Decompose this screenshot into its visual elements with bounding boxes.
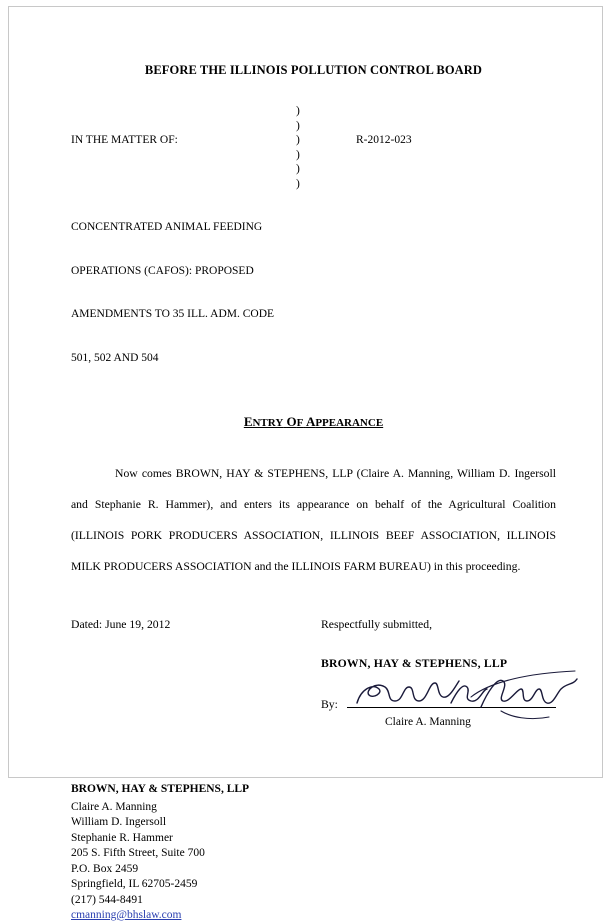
caption-paren: ): [296, 119, 300, 132]
dated-label: Dated: June 19, 2012: [71, 618, 171, 631]
footer-line: 205 S. Fifth Street, Suite 700: [71, 847, 205, 859]
respectfully-submitted-label: Respectfully submitted,: [321, 618, 433, 631]
footer-line: Stephanie R. Hammer: [71, 831, 173, 844]
page-title: BEFORE THE ILLINOIS POLLUTION CONTROL BOARD: [144, 63, 483, 77]
spacer: [356, 119, 556, 134]
case-caption: [71, 104, 556, 394]
footer-firm-name: BROWN, HAY & STEPHENS, LLP: [71, 783, 250, 795]
signature-firm-name: BROWN, HAY & STEPHENS, LLP: [321, 657, 508, 670]
caption-paren: ): [296, 163, 300, 175]
caption-left-line: IN THE MATTER OF:: [71, 134, 178, 146]
caption-paren: ): [296, 134, 300, 146]
caption-left-line: [71, 177, 296, 192]
dated-row: [71, 618, 556, 631]
footer-line: P.O. Box 2459: [71, 862, 139, 875]
footer-line: Claire A. Manning: [71, 800, 157, 813]
signature-by-line: [321, 698, 556, 711]
document-content: [71, 63, 556, 924]
caption-paren: ): [296, 148, 300, 161]
caption-row: [71, 104, 556, 394]
caption-paren: ): [296, 105, 300, 117]
caption-left-column: [71, 104, 296, 394]
footer-line: William D. Ingersoll: [71, 816, 167, 828]
email-link[interactable]: cmanning@bhslaw.com: [71, 909, 182, 921]
entry-of-appearance-heading: ENTRY OF APPEARANCE: [243, 414, 384, 429]
caption-paren-column: [296, 104, 356, 191]
firm-address-block: [71, 782, 556, 924]
footer-line: Springfield, IL 62705-2459: [71, 878, 198, 890]
spacer: [356, 104, 556, 119]
body-paragraph: Now comes BROWN, HAY & STEPHENS, LLP (Claire A. Manning, William D. Ingersoll and Stephanie R. Hammer), and enters its appearance on behalf of the Agricultural Coalition (ILLINOIS PORK PRODUCERS ASSOCIATION, ILLINOIS BEEF ASSOCIATION, ILLINOIS MILK PRODUCERS ASSOCIATION and the ILLINOIS FARM BUREAU) in this proceeding.: [71, 467, 556, 573]
caption-left-line: 501, 502 AND 504: [71, 351, 159, 364]
caption-right-column: [356, 104, 556, 148]
signer-printed-name: Claire A. Manning: [385, 716, 471, 728]
paper-sheet: [8, 6, 603, 921]
caption-left-line: OPERATIONS (CAFOS): PROPOSED: [71, 264, 254, 277]
by-label: By:: [321, 698, 338, 711]
footer-line: (217) 544-8491: [71, 893, 143, 906]
caption-paren: ): [296, 177, 300, 190]
signature-rule: [347, 706, 556, 708]
caption-left-line: CONCENTRATED ANIMAL FEEDING: [71, 221, 263, 233]
caption-left-line: AMENDMENTS TO 35 ILL. ADM. CODE: [71, 308, 275, 320]
case-number: R-2012-023: [356, 134, 412, 146]
signature-block: [71, 657, 556, 728]
